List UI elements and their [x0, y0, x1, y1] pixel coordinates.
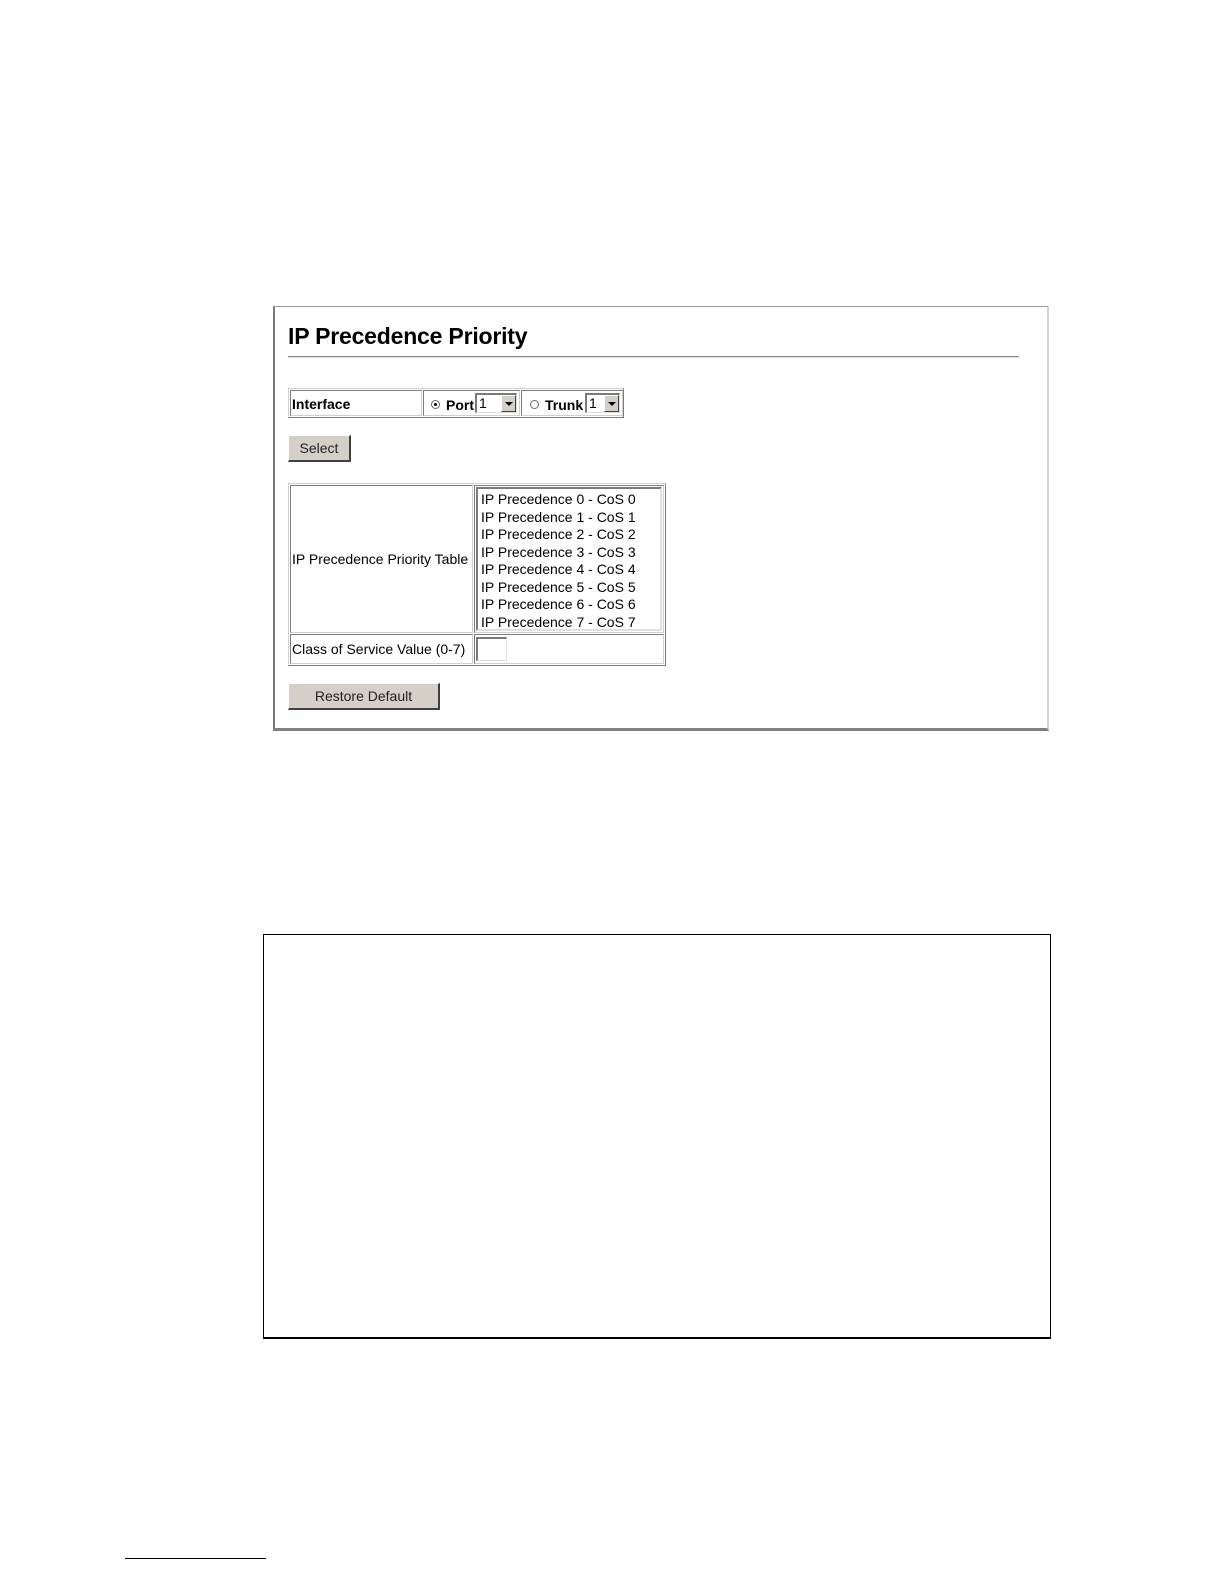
interface-table: [288, 388, 624, 418]
cos-value-label-cell: [290, 634, 473, 664]
port-option-cell: [423, 390, 520, 416]
chevron-down-icon[interactable]: [604, 395, 619, 412]
interface-label-cell: [290, 390, 422, 416]
list-item[interactable]: IP Precedence 2 - CoS 2: [481, 526, 636, 542]
list-item[interactable]: IP Precedence 5 - CoS 5: [481, 578, 636, 595]
blank-figure-frame: [263, 934, 1051, 1339]
port-select-value: 1: [479, 395, 487, 411]
interface-label: Interface: [292, 396, 351, 412]
trunk-label: Trunk: [545, 397, 584, 413]
priority-listbox[interactable]: [476, 487, 662, 631]
list-item[interactable]: IP Precedence 3 - CoS 3: [481, 543, 636, 560]
cos-value-input[interactable]: [476, 637, 507, 661]
port-radio[interactable]: [431, 400, 440, 409]
list-item[interactable]: IP Precedence 4 - CoS 4: [481, 561, 636, 577]
footnote-divider: [125, 1558, 266, 1559]
priority-table-label-cell: [290, 485, 473, 633]
cos-value-input-cell: [474, 634, 664, 664]
ip-precedence-priority-panel: [273, 306, 1049, 731]
list-item[interactable]: IP Precedence 0 - CoS 0: [481, 491, 636, 507]
list-item[interactable]: IP Precedence 1 - CoS 1: [481, 508, 636, 525]
trunk-option-cell: [521, 390, 623, 416]
chevron-down-icon[interactable]: [501, 395, 516, 412]
restore-default-button[interactable]: Restore Default: [288, 683, 440, 710]
trunk-select-value: 1: [589, 395, 597, 411]
list-item[interactable]: IP Precedence 7 - CoS 7: [481, 613, 636, 630]
trunk-select[interactable]: [585, 393, 620, 413]
port-select[interactable]: [475, 393, 517, 413]
port-label: Port: [446, 397, 474, 413]
priority-list-cell: [474, 485, 664, 633]
priority-table-label: IP Precedence Priority Table: [292, 551, 469, 567]
priority-settings-table: [288, 483, 666, 666]
select-button[interactable]: Select: [288, 435, 351, 462]
list-item[interactable]: IP Precedence 6 - CoS 6: [481, 596, 636, 612]
cos-value-label: Class of Service Value (0-7): [292, 641, 466, 657]
trunk-radio[interactable]: [530, 400, 539, 409]
page-title: IP Precedence Priority: [288, 323, 528, 349]
title-divider: [288, 356, 1019, 358]
